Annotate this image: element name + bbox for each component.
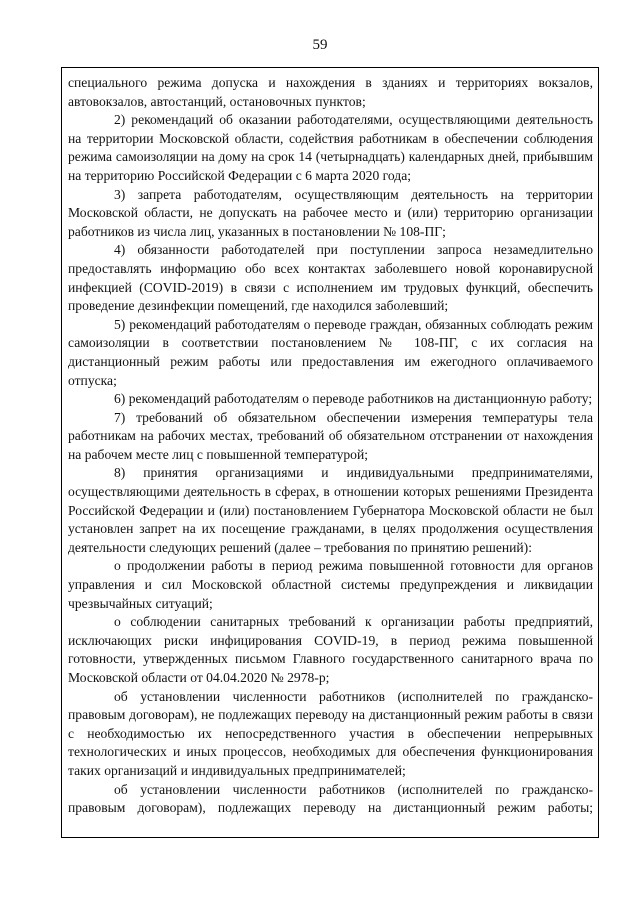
paragraph-item-2: 2) рекомендаций об оказании работодателями, осуществляющими деятельность на территории Московской области, содействия работникам в обеспечении соблюдения режима самоизоляции на дому на срок 14 (четырнадцать) календарных дней, прибывшим на территорию Российской Федерации с 6 марта 2020 года; (68, 112, 593, 183)
paragraph-subitem-sanitary-requirements: о соблюдении санитарных требований к организации работы предприятий, исключающих риски инфицирования COVID-19, в период режима повышенной готовности, утвержденных письмом Главного государственного санитарного врача по Московской области от 04.04.2020 № 2978-р; (68, 614, 593, 685)
paragraph-subitem-remote-workers: об установлении численности работников (исполнителей по гражданско-правовым договорам), подлежащих переводу на дистанционный режим работы; (68, 781, 593, 816)
paragraph-item-3: 3) запрета работодателям, осуществляющим деятельность на территории Московской области, не допускать на рабочее место и (или) территорию организации работников из числа лиц, указанных в постановлении № 108-ПГ; (68, 186, 593, 239)
page-number: 59 (312, 37, 328, 53)
paragraph-item-5: 5) рекомендаций работодателям о переводе граждан, обязанных соблюдать режим самоизоляции в соответствии постановлением № 108-ПГ, с их согласия на дистанционный режим работы или предоставления им ежегодного оплачиваемого отпуска; (68, 316, 593, 388)
paragraph-item-7: 7) требований об обязательном обеспечении измерения температуры тела работникам на рабочих местах, требований об обязательном отстранении от нахождения на рабочем месте лиц с повышенной температурой; (68, 409, 593, 462)
document-text-frame (61, 67, 599, 838)
paragraph-item-8: 8) принятия организациями и индивидуальными предпринимателями, осуществляющими деятельность в сферах, в отношении которых решениями Президента Российской Федерации и (или) постановлением Губернатора Московской области не был установлен запрет на их посещение гражданами, в целях продолжения осуществления деятельности следующих решений (далее – требования по принятию решений): (68, 465, 593, 555)
paragraph-subitem-onsite-workers: об установлении численности работников (исполнителей по гражданско-правовым договорам), не подлежащих переводу на дистанционный режим работы в связи с необходимостью их непосредственного участия в обеспечении непрерывных технологических и иных процессов, необходимых для обеспечения функционирования таких организаций и индивидуальных предпринимателей; (68, 688, 593, 778)
paragraph-item-4: 4) обязанности работодателей при поступлении запроса незамедлительно предоставлять информацию обо всех контактах заболевшего новой коронавирусной инфекцией (COVID-2019) в связи с исполнением им трудовых функций, обеспечить проведение дезинфекции помещений, где находился заболевший; (68, 242, 593, 314)
paragraph-continuation: специального режима допуска и нахождения в зданиях и территориях вокзалов, автовокзалов, автостанций, остановочных пунктов; (68, 75, 593, 109)
paragraph-item-6: 6) рекомендаций работодателям о переводе работников на дистанционную работу; (114, 391, 593, 407)
paragraph-subitem-continue-work: о продолжении работы в период режима повышенной готовности для органов управления и сил Московской областной системы предупреждения и ликвидации чрезвычайных ситуаций; (68, 558, 593, 611)
